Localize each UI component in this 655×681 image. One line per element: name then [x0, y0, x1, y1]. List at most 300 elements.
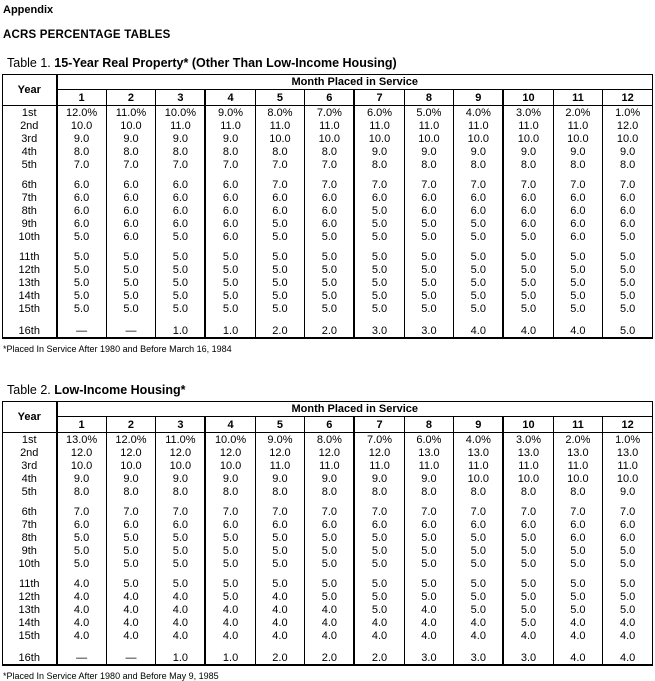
table-row [3, 518, 653, 531]
spacer-cell [503, 243, 553, 250]
value-cell: 5.0 [156, 230, 206, 243]
spacer-cell [57, 642, 107, 651]
spacer-cell [255, 498, 305, 505]
value-cell: 4.0 [57, 629, 107, 642]
value-cell: 8.0 [503, 485, 553, 498]
value-cell: 5.0 [57, 250, 107, 263]
value-cell: 5.0 [305, 250, 355, 263]
value-cell: 4.0 [205, 629, 255, 642]
year-cell: 3rd [3, 132, 57, 145]
value-cell: 6.0 [553, 518, 603, 531]
value-cell: 5.0 [205, 289, 255, 302]
value-cell: 6.0 [603, 204, 653, 217]
value-cell: 5.0 [255, 577, 305, 590]
value-cell: 5.0 [603, 577, 653, 590]
value-cell: 5.0 [404, 531, 454, 544]
value-cell: 11.0 [404, 119, 454, 132]
value-cell: 5.0 [354, 230, 404, 243]
value-cell: 6.0 [603, 217, 653, 230]
value-cell: 5.0 [106, 302, 156, 315]
value-cell: 5.0 [503, 531, 553, 544]
value-cell: 13.0 [454, 446, 504, 459]
value-cell: 5.0 [454, 544, 504, 557]
value-cell: 5.0 [553, 276, 603, 289]
value-cell: 4.0 [354, 616, 404, 629]
value-cell: 4.0 [57, 577, 107, 590]
table-row [3, 263, 653, 276]
value-cell: 6.0 [454, 518, 504, 531]
value-cell: 6.0 [404, 518, 454, 531]
value-cell: 8.0 [255, 485, 305, 498]
value-cell: 7.0 [603, 178, 653, 191]
year-cell: 11th [3, 250, 57, 263]
spacer-cell [205, 171, 255, 178]
value-cell: 8.0% [255, 106, 305, 120]
value-cell: 5.0 [354, 289, 404, 302]
value-cell: 2.0% [553, 106, 603, 120]
month-column-header: 6 [305, 90, 355, 106]
value-cell: 5.0 [503, 544, 553, 557]
table-row [3, 276, 653, 289]
spacer-cell [503, 171, 553, 178]
value-cell: 5.0 [205, 557, 255, 570]
value-cell: 9.0 [106, 132, 156, 145]
value-cell: 5.0 [255, 544, 305, 557]
value-cell: 6.0 [454, 191, 504, 204]
value-cell: 10.0 [454, 132, 504, 145]
value-cell: 6.0 [57, 191, 107, 204]
value-cell: 3.0 [404, 651, 454, 665]
value-cell: 2.0 [255, 324, 305, 338]
value-cell: 5.0 [57, 544, 107, 557]
spacer-cell [255, 642, 305, 651]
value-cell: 6.0 [106, 204, 156, 217]
month-column-header: 12 [603, 90, 653, 106]
value-cell: 7.0 [57, 505, 107, 518]
spacer-row [3, 642, 653, 651]
month-column-header: 12 [603, 417, 653, 433]
value-cell: 5.0 [255, 557, 305, 570]
value-cell: 8.0% [305, 433, 355, 447]
value-cell: 6.0% [354, 106, 404, 120]
value-cell: 9.0 [454, 145, 504, 158]
value-cell: 5.0 [156, 289, 206, 302]
value-cell: 8.0 [603, 158, 653, 171]
year-cell: 5th [3, 485, 57, 498]
value-cell: 5.0 [354, 204, 404, 217]
value-cell: 12.0 [57, 446, 107, 459]
value-cell: 9.0 [553, 145, 603, 158]
value-cell: 5.0 [156, 544, 206, 557]
value-cell: 4.0 [57, 590, 107, 603]
value-cell: 4.0 [305, 603, 355, 616]
value-cell: 4.0 [553, 324, 603, 338]
table-2-title-text: Low-Income Housing* [54, 383, 186, 397]
value-cell: 8.0 [305, 145, 355, 158]
value-cell: 4.0 [255, 590, 305, 603]
spacer-row [3, 243, 653, 250]
value-cell: 11.0 [553, 119, 603, 132]
spacer-cell [553, 498, 603, 505]
value-cell: 10.0 [156, 459, 206, 472]
value-cell: 6.0 [354, 191, 404, 204]
value-cell: 5.0 [255, 302, 305, 315]
year-cell: 14th [3, 616, 57, 629]
value-cell: 5.0 [305, 276, 355, 289]
value-cell: 3.0% [503, 106, 553, 120]
value-cell: 8.0 [354, 485, 404, 498]
value-cell: 5.0 [603, 590, 653, 603]
spacer-cell [3, 570, 57, 577]
year-cell: 1st [3, 106, 57, 120]
value-cell: 6.0 [156, 191, 206, 204]
table-row [3, 132, 653, 145]
value-cell: 5.0 [205, 531, 255, 544]
value-cell: 4.0 [603, 616, 653, 629]
spacer-cell [503, 315, 553, 324]
value-cell: 9.0 [255, 472, 305, 485]
value-cell: 12.0 [603, 119, 653, 132]
value-cell: 3.0 [454, 651, 504, 665]
value-cell: 5.0 [205, 276, 255, 289]
value-cell: 5.0 [205, 302, 255, 315]
value-cell: 7.0 [454, 505, 504, 518]
month-placed-in-service-header: Month Placed in Service [57, 402, 653, 417]
value-cell: 5.0 [354, 577, 404, 590]
value-cell: 5.0 [354, 531, 404, 544]
spacer-cell [106, 642, 156, 651]
value-cell: 9.0 [57, 472, 107, 485]
value-cell: 6.0 [454, 204, 504, 217]
year-cell: 13th [3, 603, 57, 616]
value-cell: 5.0 [404, 557, 454, 570]
value-cell: 10.0 [57, 459, 107, 472]
value-cell: 5.0 [454, 302, 504, 315]
value-cell: 5.0 [503, 577, 553, 590]
spacer-cell [553, 642, 603, 651]
value-cell: 5.0 [156, 250, 206, 263]
value-cell: 12.0% [106, 433, 156, 447]
month-column-header: 2 [106, 90, 156, 106]
value-cell: 5.0 [603, 263, 653, 276]
value-cell: 8.0 [57, 485, 107, 498]
year-cell: 12th [3, 590, 57, 603]
value-cell: 3.0 [354, 324, 404, 338]
spacer-cell [106, 498, 156, 505]
year-cell: 7th [3, 191, 57, 204]
value-cell: 11.0 [454, 119, 504, 132]
value-cell: 5.0 [404, 544, 454, 557]
month-column-header: 8 [404, 90, 454, 106]
value-cell: 5.0 [255, 217, 305, 230]
month-column-header: 3 [156, 90, 206, 106]
value-cell: 5.0 [404, 263, 454, 276]
table-row [3, 629, 653, 642]
value-cell: 8.0 [255, 145, 305, 158]
value-cell: 5.0 [354, 590, 404, 603]
value-cell: 5.0 [404, 289, 454, 302]
spacer-row [3, 570, 653, 577]
value-cell: 5.0 [553, 289, 603, 302]
value-cell: 11.0 [454, 459, 504, 472]
value-cell: 7.0 [255, 178, 305, 191]
value-cell: 4.0 [205, 603, 255, 616]
value-cell: 11.0 [305, 459, 355, 472]
value-cell: 8.0 [553, 158, 603, 171]
value-cell: 5.0 [553, 302, 603, 315]
value-cell: 7.0 [106, 505, 156, 518]
table-row [3, 302, 653, 315]
year-cell: 8th [3, 204, 57, 217]
value-cell: 9.0 [354, 145, 404, 158]
value-cell: 6.0 [553, 531, 603, 544]
value-cell: 9.0 [404, 145, 454, 158]
month-column-header: 11 [553, 90, 603, 106]
value-cell: 5.0 [354, 557, 404, 570]
value-cell: 6.0 [57, 217, 107, 230]
spacer-cell [404, 570, 454, 577]
year-cell: 4th [3, 472, 57, 485]
value-cell: 7.0 [404, 505, 454, 518]
value-cell: 9.0 [603, 485, 653, 498]
value-cell: 11.0 [205, 119, 255, 132]
value-cell: 12.0 [205, 446, 255, 459]
value-cell: 5.0 [503, 603, 553, 616]
value-cell: 6.0 [404, 204, 454, 217]
value-cell: 5.0 [106, 544, 156, 557]
value-cell: 5.0 [305, 263, 355, 276]
month-placed-in-service-header: Month Placed in Service [57, 75, 653, 90]
value-cell: 6.0 [305, 217, 355, 230]
value-cell: 4.0 [156, 616, 206, 629]
spacer-cell [354, 642, 404, 651]
value-cell: 1.0 [156, 651, 206, 665]
value-cell: 5.0 [305, 302, 355, 315]
month-column-header: 6 [305, 417, 355, 433]
table-2-footnote: *Placed In Service After 1980 and Before May 9, 1985 [3, 671, 219, 681]
value-cell: 5.0 [305, 289, 355, 302]
value-cell: 5.0 [454, 603, 504, 616]
spacer-cell [404, 642, 454, 651]
value-cell: 4.0 [156, 603, 206, 616]
value-cell: 5.0 [255, 263, 305, 276]
value-cell: 7.0 [205, 158, 255, 171]
value-cell: 5.0 [404, 302, 454, 315]
value-cell: 6.0 [205, 178, 255, 191]
value-cell: 5.0 [305, 590, 355, 603]
value-cell: 3.0 [404, 324, 454, 338]
value-cell: 7.0 [106, 158, 156, 171]
spacer-cell [603, 171, 653, 178]
month-column-header: 10 [503, 90, 553, 106]
value-cell: 13.0 [603, 446, 653, 459]
value-cell: 8.0 [404, 485, 454, 498]
month-column-header: 5 [255, 90, 305, 106]
spacer-cell [305, 570, 355, 577]
spacer-cell [354, 171, 404, 178]
spacer-cell [3, 498, 57, 505]
value-cell: 5.0 [553, 577, 603, 590]
value-cell: 13.0 [404, 446, 454, 459]
acrs-table-low-income-housing [2, 401, 653, 666]
year-cell: 16th [3, 324, 57, 338]
spacer-cell [3, 243, 57, 250]
spacer-cell [354, 498, 404, 505]
value-cell: 5.0 [454, 577, 504, 590]
value-cell: 6.0 [553, 217, 603, 230]
table-row [3, 178, 653, 191]
spacer-cell [57, 243, 107, 250]
spacer-cell [106, 171, 156, 178]
table-row [3, 230, 653, 243]
value-cell: 10.0 [57, 119, 107, 132]
value-cell: 6.0 [553, 204, 603, 217]
value-cell: 5.0 [503, 276, 553, 289]
month-column-header: 7 [354, 90, 404, 106]
month-number-header-row [3, 90, 653, 106]
value-cell: 6.0 [255, 518, 305, 531]
table-row [3, 289, 653, 302]
value-cell: 5.0 [454, 590, 504, 603]
year-cell: 9th [3, 544, 57, 557]
value-cell: 4.0 [57, 616, 107, 629]
month-column-header: 4 [205, 90, 255, 106]
value-cell: 1.0% [603, 106, 653, 120]
value-cell: 5.0 [255, 289, 305, 302]
value-cell: 7.0 [354, 505, 404, 518]
value-cell: 10.0 [205, 459, 255, 472]
spacer-cell [603, 498, 653, 505]
value-cell: 6.0 [57, 204, 107, 217]
value-cell: 6.0 [255, 204, 305, 217]
value-cell: 8.0 [106, 485, 156, 498]
spacer-cell [354, 243, 404, 250]
spacer-cell [553, 570, 603, 577]
value-cell: 11.0 [553, 459, 603, 472]
value-cell: 5.0 [106, 250, 156, 263]
value-cell: 4.0 [156, 629, 206, 642]
value-cell: 4.0 [603, 629, 653, 642]
table-1-title [7, 56, 655, 70]
value-cell: 6.0 [354, 518, 404, 531]
value-cell: 7.0 [57, 158, 107, 171]
value-cell: 5.0 [57, 230, 107, 243]
value-cell: 6.0 [205, 518, 255, 531]
spacer-cell [503, 498, 553, 505]
table-row [3, 324, 653, 338]
spacer-cell [305, 243, 355, 250]
value-cell: 7.0 [305, 178, 355, 191]
value-cell: 5.0 [603, 557, 653, 570]
month-column-header: 5 [255, 417, 305, 433]
month-column-header: 1 [57, 90, 107, 106]
value-cell: 5.0 [503, 302, 553, 315]
value-cell: 8.0 [454, 158, 504, 171]
value-cell: 9.0 [106, 472, 156, 485]
table-row [3, 544, 653, 557]
value-cell: 10.0 [553, 472, 603, 485]
table-row [3, 531, 653, 544]
spacer-cell [404, 243, 454, 250]
value-cell: 5.0 [305, 557, 355, 570]
value-cell: 5.0 [553, 590, 603, 603]
value-cell: 5.0 [354, 302, 404, 315]
table-row [3, 158, 653, 171]
value-cell: 4.0 [404, 629, 454, 642]
value-cell: 13.0% [57, 433, 107, 447]
spacer-cell [454, 570, 504, 577]
value-cell: 4.0 [553, 616, 603, 629]
value-cell: 6.0 [106, 191, 156, 204]
spacer-cell [354, 315, 404, 324]
value-cell: 10.0 [106, 119, 156, 132]
table-2-title-prefix: Table 2. [7, 383, 51, 397]
value-cell: 4.0 [404, 616, 454, 629]
spacer-cell [205, 243, 255, 250]
value-cell: 6.0 [503, 191, 553, 204]
appendix-label: Appendix [3, 4, 54, 16]
spacer-cell [454, 243, 504, 250]
value-cell: 6.0 [553, 191, 603, 204]
year-cell: 2nd [3, 446, 57, 459]
value-cell: 5.0 [354, 250, 404, 263]
value-cell: 8.0 [305, 485, 355, 498]
value-cell: 6.0 [106, 178, 156, 191]
value-cell: 5.0 [106, 557, 156, 570]
spacer-cell [156, 570, 206, 577]
spacer-cell [305, 171, 355, 178]
month-column-header: 9 [454, 417, 504, 433]
value-cell: 5.0 [255, 531, 305, 544]
value-cell: 7.0% [305, 106, 355, 120]
value-cell: 5.0 [603, 302, 653, 315]
value-cell: 5.0 [404, 276, 454, 289]
year-cell: 2nd [3, 119, 57, 132]
value-cell: 6.0 [205, 217, 255, 230]
table-row [3, 557, 653, 570]
spacer-cell [503, 642, 553, 651]
value-cell: 10.0 [553, 132, 603, 145]
value-cell: 5.0 [255, 250, 305, 263]
value-cell: 11.0 [354, 459, 404, 472]
value-cell: 7.0 [503, 178, 553, 191]
value-cell: 10.0 [603, 132, 653, 145]
value-cell: 5.0 [354, 217, 404, 230]
value-cell: 6.0 [106, 518, 156, 531]
spacer-cell [603, 315, 653, 324]
value-cell: 5.0 [603, 250, 653, 263]
value-cell: 5.0 [603, 544, 653, 557]
value-cell: 6.0 [305, 204, 355, 217]
acrs-table-15-year-real-property [2, 74, 653, 339]
value-cell: 5.0 [57, 289, 107, 302]
year-cell: 1st [3, 433, 57, 447]
spacer-cell [57, 315, 107, 324]
value-cell: 5.0 [106, 531, 156, 544]
value-cell: 4.0 [255, 603, 305, 616]
value-cell: 5.0 [106, 263, 156, 276]
table-header-row [3, 75, 653, 90]
value-cell: 8.0 [106, 145, 156, 158]
value-cell: 4.0 [106, 603, 156, 616]
value-cell: 11.0 [255, 459, 305, 472]
table-row [3, 204, 653, 217]
value-cell: 4.0 [553, 629, 603, 642]
value-cell: 8.0 [354, 158, 404, 171]
year-cell: 9th [3, 217, 57, 230]
value-cell: 10.0 [106, 459, 156, 472]
value-cell: 5.0 [503, 250, 553, 263]
